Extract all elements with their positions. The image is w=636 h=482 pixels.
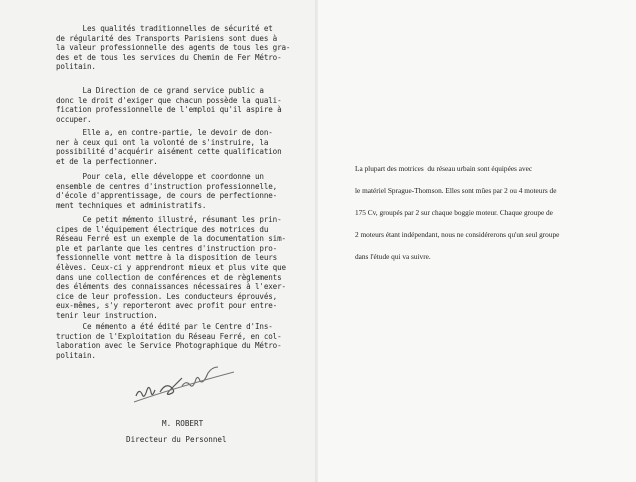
handwritten-signature	[130, 358, 240, 408]
preface-paragraph-4: Pour cela, elle développe et coordonne un ensemble de centres d'instruction professionnelle, d'école d'apprentissage, de cours de perfectionne- ment techniques et administratifs.	[56, 172, 278, 210]
preface-paragraph-1: Les qualités traditionnelles de sécurité et de régularité des Transports Parisiens sont dues à la valeur professionnelle des agents de tous les gra- des et de tous les services du Chemin de Fer Métro- politain.	[56, 24, 291, 72]
preface-paragraph-6: Ce mémento a été édité par le Centre d'Ins- truction de l'Exploitation du Réseau Ferré, en col- laboration avec le Service Photographique du Métro- politain.	[56, 322, 282, 360]
intro-paragraph: La plupart des motrices du réseau urbain sont équipées avec le matériel Sprague-Thomson. Elles sont mûes par 2 ou 4 moteurs de 175 Cv, groupés par 2 sur chaque boggie moteur. Chaque groupe de 2 moteurs étant indépendant, nous ne considérerons qu'un seul groupe dans l'étude qui va suivre.	[355, 164, 560, 261]
signer-name: M. ROBERT	[162, 419, 204, 428]
preface-paragraph-2: La Direction de ce grand service public a donc le droit d'exiger que chacun possède la quali- fication professionnelle de l'emploi qu'il aspire à occuper.	[56, 86, 282, 124]
preface-paragraph-3: Elle a, en contre-partie, le devoir de don- ner à ceux qui ont la volonté de s'instruire, la possibilité d'acquérir aisément cette qualification et de la perfectionner.	[56, 128, 282, 166]
signer-title: Directeur du Personnel	[126, 435, 227, 444]
preface-paragraph-5: Ce petit mémento illustré, résumant les prin- cipes de l'équipement électrique des motrices du Réseau Ferré est un exemple de la documentation sim- ple et parlante que les centres d'instruction pro- fessionnelle vont mettre à la disposition de leurs élèves. Ceux-ci y apprendront mieux et plus vite que dans une collection de conférences et de règlements des éléments des connaissances nécessaires à l'exer- cice de leur profession. Les conducteurs éprouvés, eux-mêmes, s'y reporteront avec profit pour entre- tenir leur instruction.	[56, 215, 286, 320]
